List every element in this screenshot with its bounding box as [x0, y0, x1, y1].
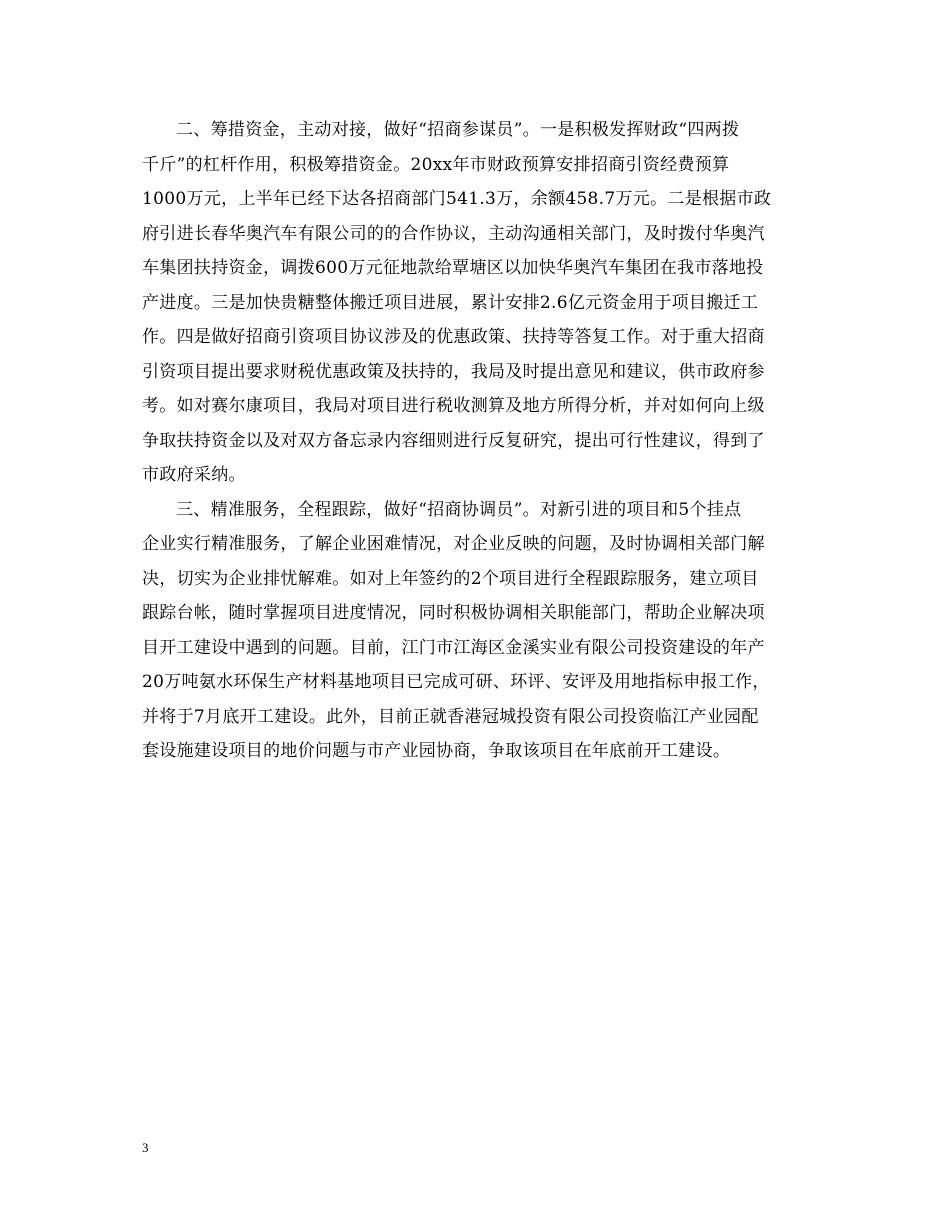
text-line: 争取扶持资金以及对双方备忘录内容细则进行反复研究，提出可行性建议，得到了 — [142, 430, 765, 451]
text-line: 引资项目提出要求财税优惠政策及扶持的，我局及时提出意见和建议，供市政府参 — [142, 361, 765, 382]
text-line: 市政府采纳。 — [142, 465, 246, 485]
text-line: 目开工建设中遇到的问题。目前，江门市江海区金溪实业有限公司投资建设的年产 — [142, 637, 765, 658]
text-line: 套设施建设项目的地价问题与市产业园协商，争取该项目在年底前开工建设。 — [142, 741, 731, 761]
text-line: 三、精准服务，全程跟踪，做好“招商协调员”。对新引进的项目和5个挂点 — [176, 499, 742, 520]
text-line: 二、筹措资金，主动对接，做好“招商参谋员”。一是积极发挥财政“四两拨 — [176, 120, 740, 140]
text-line: 跟踪台帐，随时掌握项目进度情况，同时积极协调相关职能部门，帮助企业解决项 — [142, 603, 765, 623]
document-body — [142, 113, 816, 769]
paragraph-fundraising — [142, 113, 816, 493]
text-line: 作。四是做好招商引资项目协议涉及的优惠政策、扶持等答复工作。对于重大招商 — [142, 327, 765, 347]
text-line: 车集团扶持资金，调拨600万元征地款给覃塘区以加快华奥汽车集团在我市落地投 — [142, 258, 764, 278]
text-line: 考。如对赛尔康项目，我局对项目进行税收测算及地方所得分析，并对如何向上级 — [142, 396, 765, 416]
text-line: 决，切实为企业排忧解难。如对上年签约的2个项目进行全程跟踪服务，建立项目 — [142, 568, 759, 589]
text-line: 产进度。三是加快贵糖整体搬迁项目进展，累计安排2.6亿元资金用于项目搬迁工 — [142, 292, 759, 313]
text-line: 千斤”的杠杆作用，积极筹措资金。20xx年市财政预算安排招商引资经费预算 — [142, 154, 730, 175]
text-line: 20万吨氨水环保生产材料基地项目已完成可研、环评、安评及用地指标申报工作， — [142, 672, 770, 692]
text-line: 府引进长春华奥汽车有限公司的的合作协议，主动沟通相关部门，及时拨付华奥汽 — [142, 223, 765, 244]
paragraph-service — [142, 493, 816, 769]
text-line: 企业实行精准服务，了解企业困难情况，对企业反映的问题，及时协调相关部门解 — [142, 534, 765, 554]
text-line: 1000万元，上半年已经下达各招商部门541.3万，余额458.7万元。二是根据市政 — [142, 189, 772, 209]
page-number: 3 — [142, 1140, 149, 1155]
text-line: 并将于7月底开工建设。此外，目前正就香港冠城投资有限公司投资临江产业园配 — [142, 706, 759, 727]
